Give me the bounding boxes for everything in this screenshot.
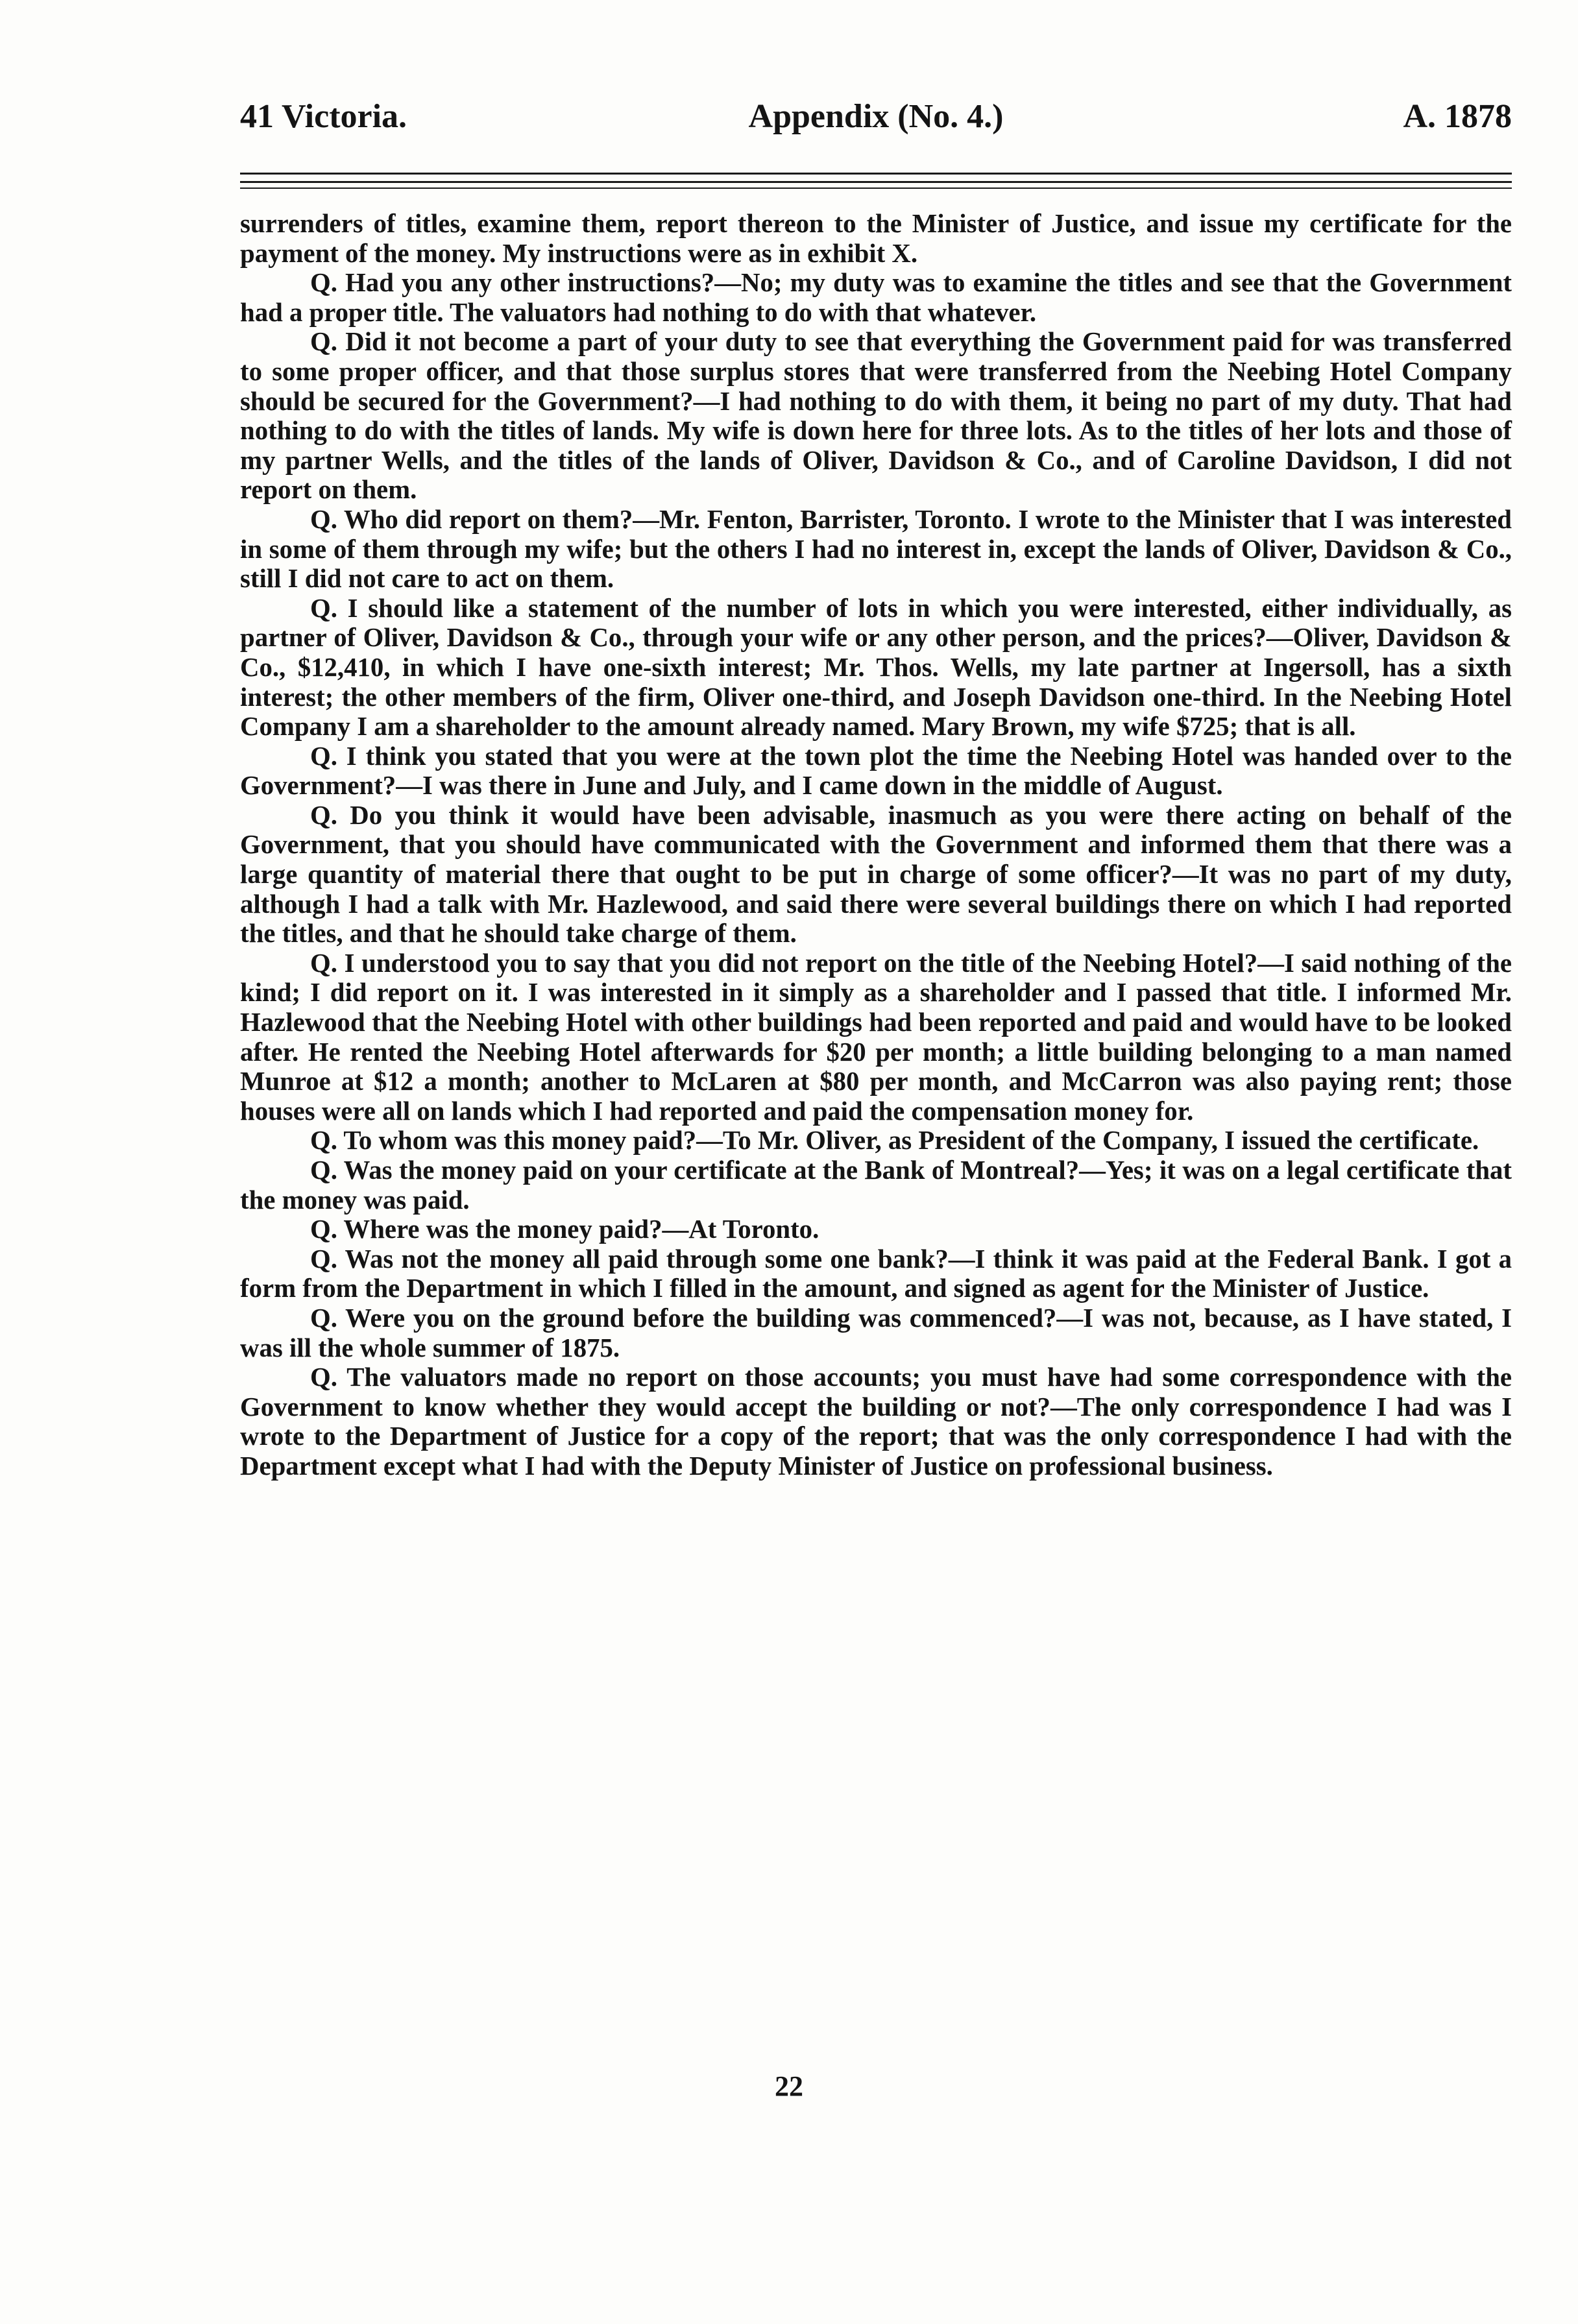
header-appendix: Appendix (No. 4.) (748, 98, 1004, 135)
header-year: A. 1878 (1403, 98, 1512, 135)
page-number: 22 (775, 2070, 803, 2102)
paragraph: Q. Who did report on them?—Mr. Fenton, Barrister, Toronto. I wrote to the Minister that I was interested in some of them through my wife; but the others I had no interest in, except the lands of Oliver, Davidson & Co., still I did not care to act on them. (240, 504, 1512, 594)
header-rule-bottom (240, 188, 1512, 189)
paragraph: Q. Do you think it would have been advisable, inasmuch as you were there acting on behalf of the Government, that you should have communicated with the Government and informed them that there was a large quantity of material there that ought to be put in charge of some officer?—It was no part of my duty, although I had a talk with Mr. Hazlewood, and said there were several buildings there on which I had reported the titles, and that he should take charge of them. (240, 800, 1512, 949)
paragraph: Q. To whom was this money paid?—To Mr. Oliver, as President of the Company, I issued the certificate. (310, 1126, 1479, 1156)
paragraph: Q. Was the money paid on your certificate at the Bank of Montreal?—Yes; it was on a legal certificate that the money was paid. (240, 1156, 1512, 1215)
paragraph: Q. I understood you to say that you did not report on the title of the Neebing Hotel?—I said nothing of the kind; I did report on it. I was interested in it simply as a shareholder and I passed that title. I informed Mr. Hazlewood that the Neebing Hotel with other buildings had been reported and paid and would have to be looked after. He rented the Neebing Hotel afterwards for $20 per month; a little building belonging to a man named Munroe at $12 a month; another to McLaren at $80 per month, and McCarron was also paying rent; those houses were all on lands which I had reported and paid the compensation money for. (240, 948, 1512, 1126)
paragraph: Q. Were you on the ground before the building was commenced?—I was not, because, as I have stated, I was ill the whole summer of 1875. (240, 1303, 1512, 1362)
paragraph: Q. Was not the money all paid through some one bank?—I think it was paid at the Federal Bank. I got a form from the Department in which I filled in the amount, and signed as agent for the Minister of Justice. (240, 1244, 1512, 1303)
header-rule-middle (240, 181, 1512, 183)
paragraph: Q. Did it not become a part of your duty to see that everything the Government paid for was transferred to some proper officer, and that those surplus stores that were transferred from the Neebing Hotel Company should be secured for the Government?—I had nothing to do with them, it being no part of my duty. That had nothing to do with the titles of lands. My wife is down here for three lots. As to the titles of her lots and those of my partner Wells, and the titles of the lands of Oliver, Davidson & Co., and of Caroline Davidson, I did not report on them. (240, 327, 1512, 505)
paragraph: Q. I should like a statement of the number of lots in which you were interested, either individually, as partner of Oliver, Davidson & Co., through your wife or any other person, and the prices?—Oliver, Davidson & Co., $12,410, in which I have one-sixth interest; Mr. Thos. Wells, my late partner at Ingersoll, has a sixth interest; the other members of the firm, Oliver one-third, and Joseph Davidson one-third. In the Neebing Hotel Company I am a shareholder to the amount already named. Mary Brown, my wife $725; that is all. (240, 593, 1512, 742)
page-header (240, 97, 1512, 143)
header-rule-top (240, 173, 1512, 175)
paragraph: Q. Where was the money paid?—At Toronto. (310, 1215, 819, 1244)
paragraph: Q. Had you any other instructions?—No; my duty was to examine the titles and see that the Government had a proper title. The valuators had nothing to do with that whatever. (240, 268, 1512, 327)
testimony-body (240, 209, 1512, 1481)
header-session: 41 Victoria. (240, 98, 407, 135)
paragraph: Q. The valuators made no report on those accounts; you must have had some correspondence with the Government to know whether they would accept the building or not?—The only correspondence I had was I wrote to the Department of Justice for a copy of the report; that was the only correspondence I had with the Department except what I had with the Deputy Minister of Justice on professional business. (240, 1362, 1512, 1481)
paragraph-continuation: surrenders of titles, examine them, report thereon to the Minister of Justice, and issue my certificate for the payment of the money. My instructions were as in exhibit X. (240, 209, 1512, 268)
paragraph: Q. I think you stated that you were at the town plot the time the Neebing Hotel was handed over to the Government?—I was there in June and July, and I came down in the middle of August. (240, 741, 1512, 801)
